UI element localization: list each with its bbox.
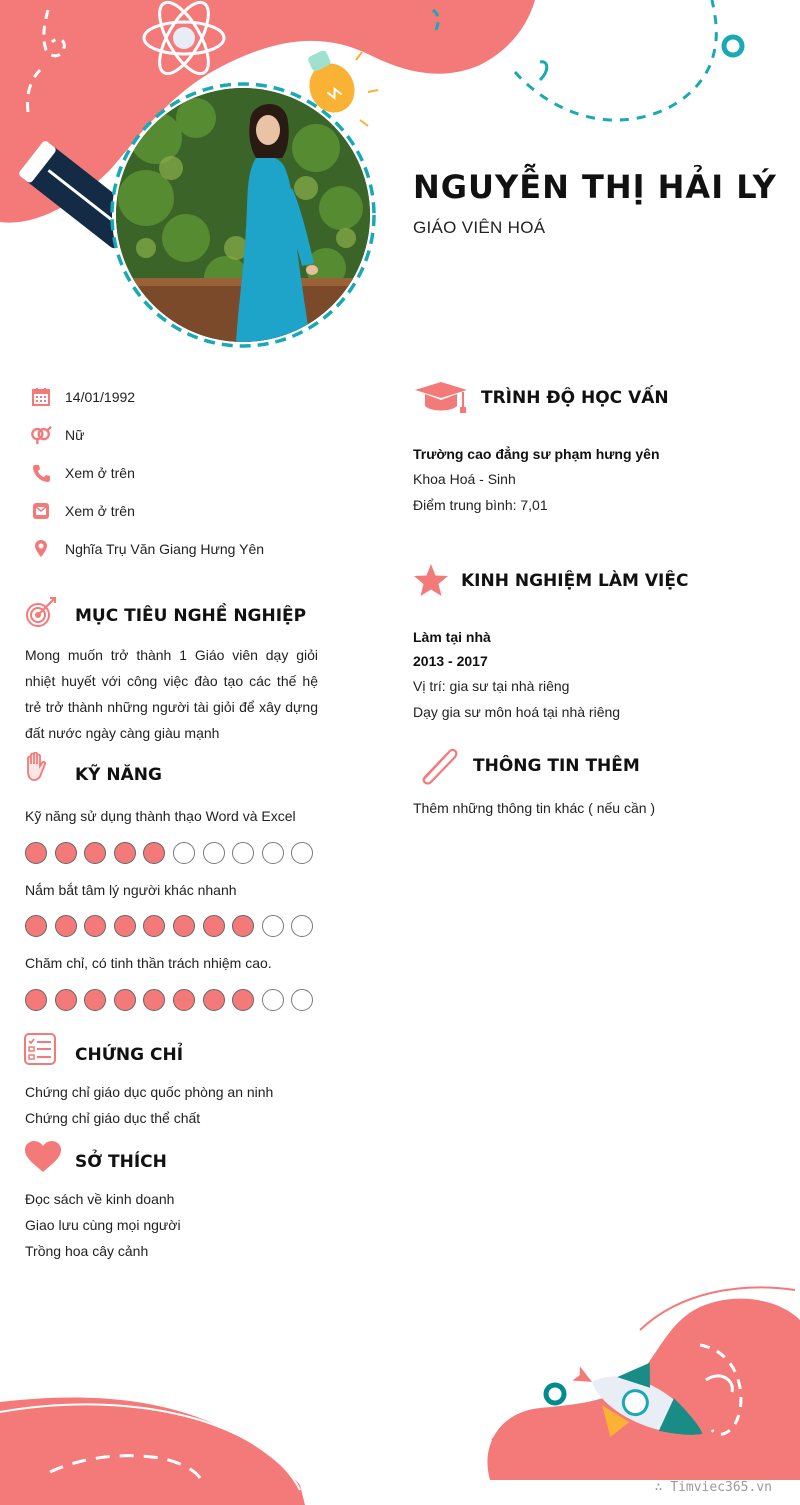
profile-photo-frame [108, 80, 378, 350]
rating-dot-filled [25, 842, 47, 864]
skill-rating [25, 842, 313, 864]
email-text: Xem ở trên [65, 503, 135, 519]
hobby-item: Trồng hoa cây cảnh [25, 1243, 149, 1259]
rating-dot-filled [203, 989, 225, 1011]
experience-position: Vị trí: gia sư tại nhà riêng [413, 678, 570, 694]
star-icon [413, 563, 449, 602]
objective-text: Mong muốn trở thành 1 Giáo viên dạy giỏi nhiệt huyết với công việc đào tạo các thế hệ trẻ trở thành những người tài giỏi để xây dựng đất nước ngày càng giàu mạnh [25, 647, 318, 741]
rating-dot-filled [55, 989, 77, 1011]
rating-dot-filled [203, 915, 225, 937]
contact-email [30, 499, 135, 523]
skills-title: KỸ NĂNG [75, 765, 162, 785]
contact-address [30, 537, 265, 561]
certificate-item: Chứng chỉ giáo dục thể chất [25, 1110, 201, 1126]
education-title: TRÌNH ĐỘ HỌC VẤN [481, 388, 669, 408]
hobbies-title: SỞ THÍCH [75, 1152, 167, 1172]
rating-dot-empty [262, 915, 284, 937]
additional-text: Thêm những thông tin khác ( nếu cần ) [413, 800, 656, 816]
portrait-photo [116, 88, 370, 342]
birthday-text: 14/01/1992 [65, 389, 136, 405]
heart-icon [24, 1140, 62, 1179]
education-major: Khoa Hoá - Sinh [413, 471, 516, 487]
hobby-item: Giao lưu cùng mọi người [25, 1217, 181, 1233]
rating-dot-filled [25, 915, 47, 937]
rating-dot-filled [84, 989, 106, 1011]
email-icon [30, 500, 52, 522]
address-text: Nghĩa Trụ Văn Giang Hưng Yên [65, 541, 265, 557]
candidate-name: NGUYỄN THỊ HẢI LÝ [413, 168, 777, 206]
contact-phone [30, 461, 135, 485]
watermark: ∴ Timviec365.vn [654, 1480, 772, 1495]
rating-dot-filled [84, 915, 106, 937]
phone-text: Xem ở trên [65, 465, 135, 481]
rating-dot-filled [114, 842, 136, 864]
rating-dot-filled [173, 915, 195, 937]
gender-text: Nữ [65, 427, 85, 443]
rating-dot-filled [114, 915, 136, 937]
certificate-item: Chứng chỉ giáo dục quốc phòng an ninh [25, 1084, 274, 1100]
calendar-icon [30, 386, 52, 408]
gender-icon [30, 424, 52, 446]
rating-dot-empty [173, 842, 195, 864]
checklist-icon [24, 1033, 56, 1070]
rating-dot-empty [262, 989, 284, 1011]
contact-gender [30, 423, 85, 447]
rating-dot-filled [143, 989, 165, 1011]
rating-dot-filled [143, 915, 165, 937]
experience-company: Làm tại nhà [413, 629, 491, 645]
target-icon [24, 596, 58, 635]
rating-dot-filled [173, 989, 195, 1011]
rating-dot-empty [232, 842, 254, 864]
education-school: Trường cao đẳng sư phạm hưng yên [413, 446, 660, 462]
skill-name: Chăm chỉ, có tinh thần trách nhiệm cao. [25, 955, 272, 971]
rating-dot-filled [84, 842, 106, 864]
rating-dot-filled [55, 842, 77, 864]
location-icon [30, 538, 52, 560]
skill-rating [25, 989, 313, 1011]
rating-dot-filled [232, 915, 254, 937]
experience-description: Dạy gia sư môn hoá tại nhà riêng [413, 704, 621, 720]
certificates-title: CHỨNG CHỈ [75, 1045, 184, 1065]
rating-dot-empty [291, 915, 313, 937]
rating-dot-filled [25, 989, 47, 1011]
contact-birthday [30, 385, 136, 409]
rating-dot-empty [262, 842, 284, 864]
education-gpa: Điểm trung bình: 7,01 [413, 497, 548, 513]
rating-dot-empty [203, 842, 225, 864]
rating-dot-empty [291, 842, 313, 864]
experience-title: KINH NGHIỆM LÀM VIỆC [461, 571, 689, 591]
paperclip-icon [413, 744, 461, 791]
skill-name: Nắm bắt tâm lý người khác nhanh [25, 882, 237, 898]
job-title: GIÁO VIÊN HOÁ [413, 218, 546, 237]
rating-dot-filled [114, 989, 136, 1011]
additional-title: THÔNG TIN THÊM [473, 756, 640, 776]
rating-dot-filled [232, 989, 254, 1011]
experience-period: 2013 - 2017 [413, 653, 488, 669]
objective-title: MỤC TIÊU NGHỀ NGHIỆP [75, 606, 307, 626]
hand-icon [24, 752, 48, 789]
rating-dot-empty [291, 989, 313, 1011]
rating-dot-filled [143, 842, 165, 864]
phone-icon [30, 462, 52, 484]
skill-rating [25, 915, 313, 937]
graduation-cap-icon [413, 380, 469, 421]
profile-photo [116, 88, 370, 342]
skill-name: Kỹ năng sử dụng thành thạo Word và Excel [25, 808, 296, 824]
hobby-item: Đọc sách về kinh doanh [25, 1191, 175, 1207]
rating-dot-filled [55, 915, 77, 937]
